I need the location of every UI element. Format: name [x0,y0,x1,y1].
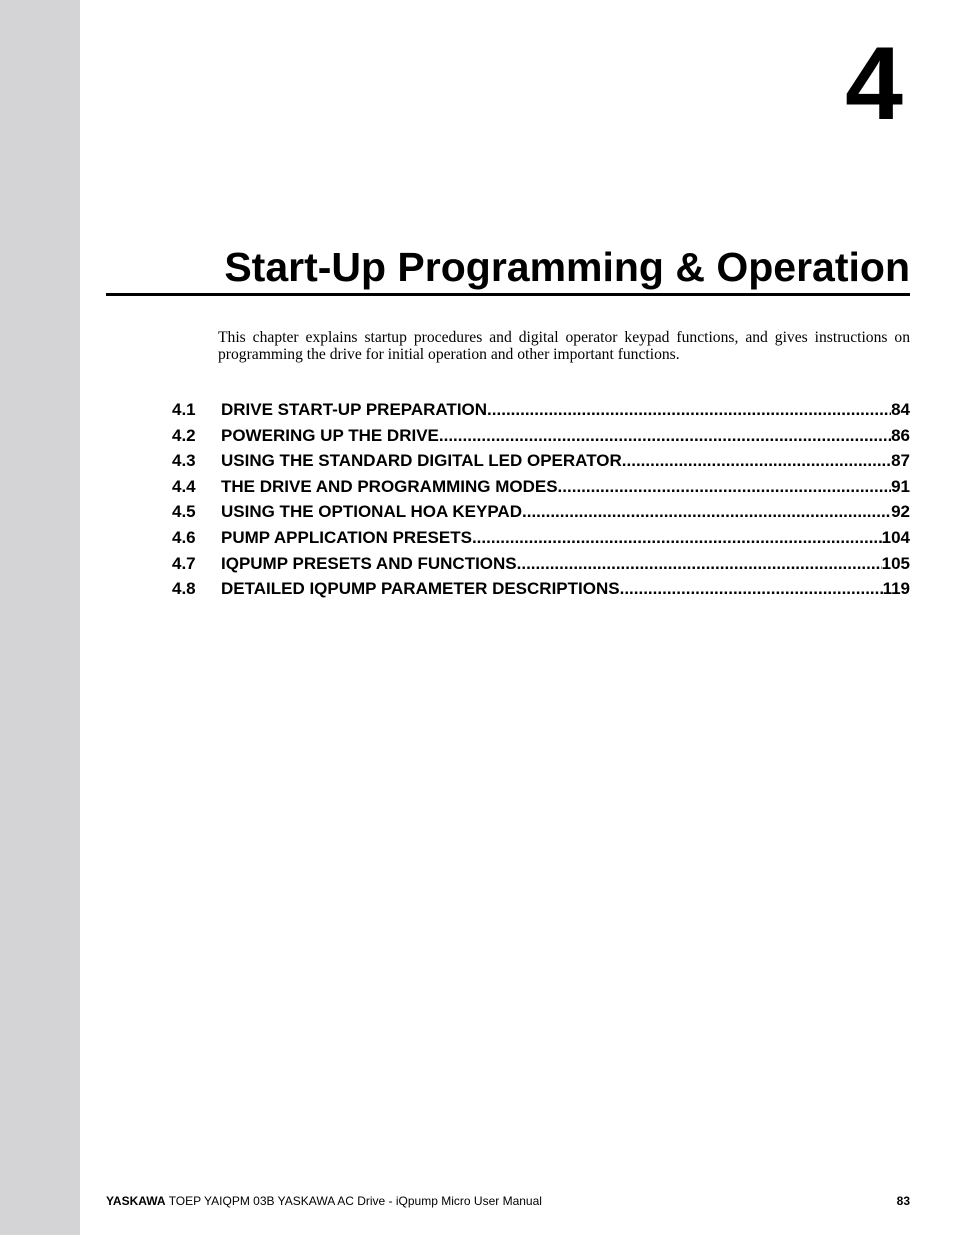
toc-leader-dots [558,474,892,500]
toc-page-number[interactable]: 84 [891,400,910,419]
table-of-contents [172,397,910,602]
toc-section-number: 4.6 [172,527,196,547]
toc-section-title[interactable]: POWERING UP THE DRIVE [221,425,439,445]
toc-section-number: 4.1 [172,400,196,419]
toc-leader-dots [487,397,891,423]
toc-entry[interactable] [172,474,910,500]
toc-section-title[interactable]: USING THE OPTIONAL HOA KEYPAD [221,502,522,522]
toc-section-title[interactable]: PUMP APPLICATION PRESETS [221,527,472,547]
toc-page-number[interactable]: 87 [891,451,910,471]
toc-leader-dots [622,448,891,474]
toc-leader-dots [517,551,882,577]
page-side-bar [0,0,80,1235]
toc-entry[interactable] [172,551,910,577]
toc-entry[interactable] [172,525,910,551]
toc-section-title[interactable]: DRIVE START-UP PREPARATION [221,400,488,419]
toc-entry[interactable] [172,448,910,474]
toc-section-number: 4.4 [172,476,196,496]
toc-entry[interactable] [172,576,910,602]
chapter-number: 4 [845,26,903,142]
toc-section-title[interactable]: USING THE STANDARD DIGITAL LED OPERATOR [221,451,622,471]
toc-section-number: 4.8 [172,579,196,599]
toc-page-number[interactable]: 86 [891,425,910,445]
toc-entry[interactable] [172,423,910,449]
page-footer [106,1194,542,1208]
toc-leader-dots [439,423,891,449]
footer-brand: YASKAWA [106,1194,166,1208]
toc-leader-dots [472,525,882,551]
toc-section-title[interactable]: THE DRIVE AND PROGRAMMING MODES [221,476,558,496]
toc-page-number[interactable]: 119 [882,579,910,599]
title-rule [106,293,910,296]
toc-section-title[interactable]: DETAILED IQPUMP PARAMETER DESCRIPTIONS [221,579,620,599]
toc-section-number: 4.7 [172,553,196,573]
chapter-title: Start-Up Programming & Operation [224,244,910,290]
toc-section-number: 4.5 [172,502,196,522]
toc-entry[interactable] [172,499,910,525]
toc-section-number: 4.2 [172,425,196,445]
chapter-intro: This chapter explains startup procedures and digital operator keypad functions, and gives instructions on programming the drive for initial operation and other important functions. [218,329,910,363]
footer-page-number: 83 [896,1194,910,1208]
toc-section-number: 4.3 [172,451,196,471]
toc-leader-dots [620,576,883,602]
toc-section-title[interactable]: IQPUMP PRESETS AND FUNCTIONS [221,553,517,573]
toc-entry[interactable] [172,397,910,423]
footer-manual-title: TOEP YAIQPM 03B YASKAWA AC Drive - iQpump Micro User Manual [165,1194,542,1208]
toc-leader-dots [522,499,891,525]
toc-page-number[interactable]: 105 [881,553,910,573]
toc-page-number[interactable]: 91 [891,476,910,496]
toc-page-number[interactable]: 104 [881,527,910,547]
toc-page-number[interactable]: 92 [891,502,910,522]
